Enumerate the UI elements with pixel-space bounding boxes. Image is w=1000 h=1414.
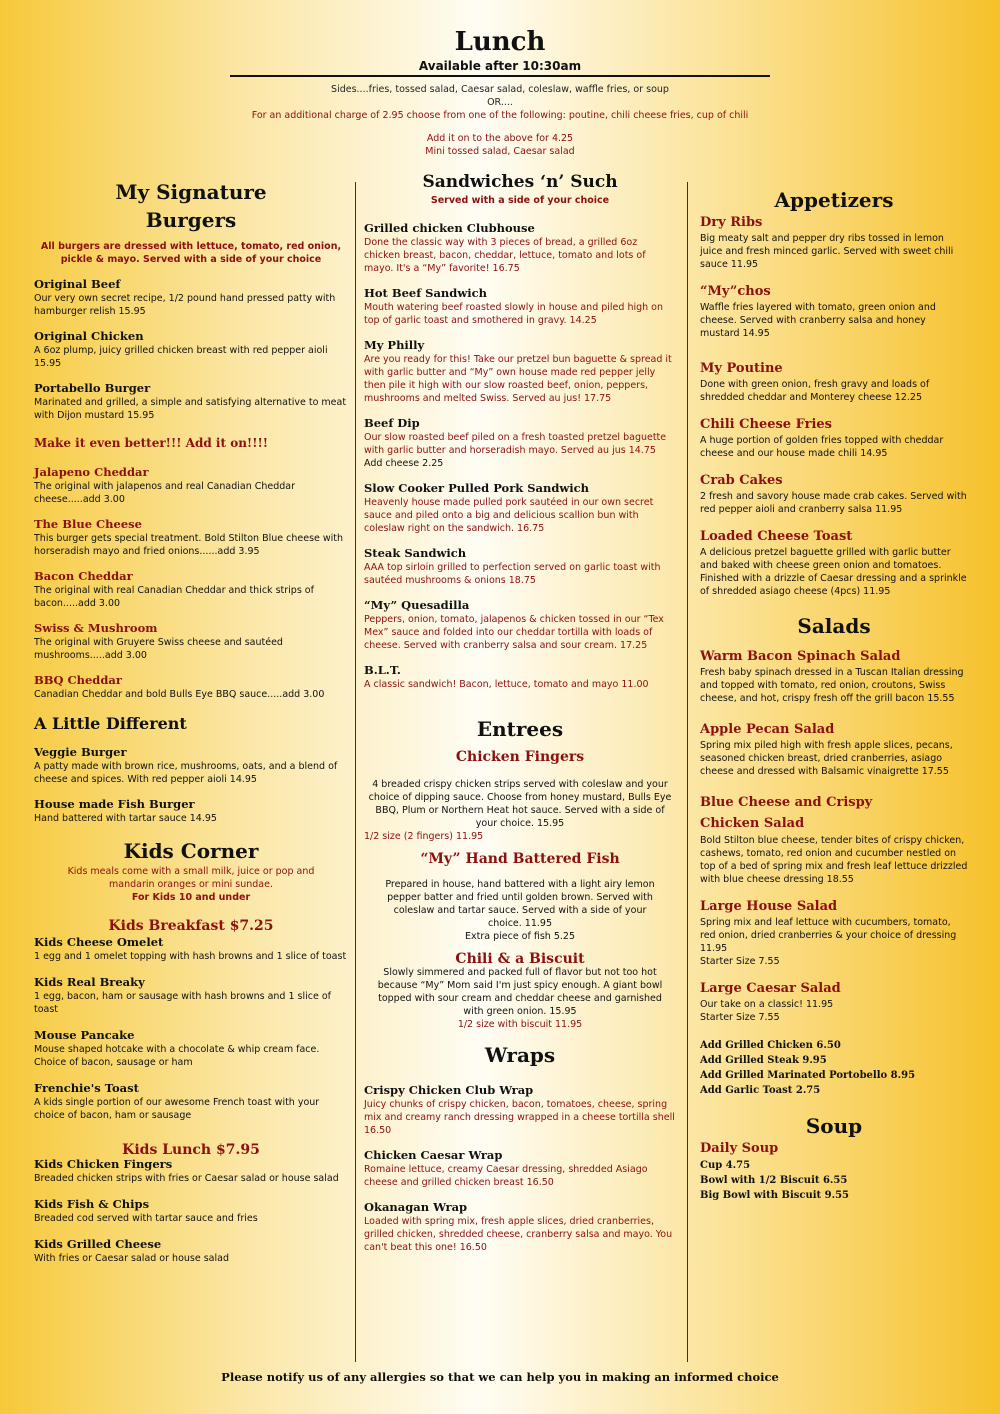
item-description: Spring mix piled high with fresh apple slices, pecans, seasoned chicken breast, dried cranberries, asiago cheese and dressed with Balsamic vinaigrette 17.55 — [700, 740, 953, 777]
addon-list — [34, 465, 348, 701]
appetizer-list — [700, 214, 968, 598]
menu-item — [700, 980, 968, 1024]
item-name: Chili Cheese Fries — [700, 417, 832, 432]
item-description: Heavenly house made pulled pork sautéed in our own secret sauce and piled onto a big and delicious scallion bun with coleslaw right on the sandwich. 16.75 — [364, 497, 654, 534]
menu-item — [34, 381, 348, 422]
item-extra: Starter Size 7.55 — [700, 956, 780, 967]
menu-item — [364, 221, 676, 275]
menu-item — [34, 621, 348, 662]
kids-age-note: For Kids 10 and under — [131, 892, 251, 903]
item-name: Loaded Cheese Toast — [700, 529, 853, 544]
menu-item — [34, 745, 348, 786]
item-name: Kids Cheese Omelet — [34, 935, 164, 949]
salad-addon: Add Grilled Chicken 6.50 — [700, 1040, 841, 1051]
item-name: House made Fish Burger — [34, 797, 195, 811]
item-name: Okanagan Wrap — [364, 1200, 468, 1214]
allergy-footer: Please notify us of any allergies so that we can help you in making an informed choice — [221, 1370, 779, 1384]
column-divider-left — [355, 182, 356, 1362]
menu-item — [34, 1197, 348, 1225]
menu-item — [364, 1083, 676, 1137]
item-description: A 6oz plump, juicy grilled chicken breast with red pepper aioli 15.95 — [34, 345, 328, 369]
salads-title: Salads — [797, 614, 871, 638]
menu-item — [700, 360, 968, 404]
fish-extra: Extra piece of fish 5.25 — [464, 931, 575, 942]
menu-item — [34, 1081, 348, 1122]
menu-title: Lunch — [454, 27, 546, 57]
item-name: My Poutine — [700, 361, 783, 376]
item-description: AAA top sirloin grilled to perfection served on garlic toast with sautéed mushrooms & onions 18.75 — [364, 562, 661, 586]
chicken-fingers-title: Chicken Fingers — [455, 749, 585, 765]
appetizers-title: Appetizers — [774, 188, 894, 212]
item-description: Bold Stilton blue cheese, tender bites of crispy chicken, cashews, tomato, red onion and cucumber nestled on top of a bed of spring mix and fresh leaf lettuce drizzled with blue cheese dressing 18.55 — [700, 835, 968, 885]
burgers-title-line1: My Signature — [115, 180, 267, 204]
soup-price: Big Bowl with Biscuit 9.55 — [700, 1190, 850, 1201]
item-description: 1 egg, bacon, ham or sausage with hash browns and 1 slice of toast — [34, 991, 332, 1015]
soup-price: Bowl with 1/2 Biscuit 6.55 — [700, 1175, 848, 1186]
item-description: The original with Gruyere Swiss cheese and sautéed mushrooms.....add 3.00 — [34, 637, 283, 661]
item-name: Grilled chicken Clubhouse — [364, 221, 535, 235]
menu-item — [364, 598, 676, 652]
item-description: Fresh baby spinach dressed in a Tuscan Italian dressing and topped with tomato, red onion, croutons, Swiss cheese, and hot, crispy fresh off the grill bacon 15.55 — [700, 667, 964, 704]
item-description: Canadian Cheddar and bold Bulls Eye BBQ sauce.....add 3.00 — [34, 689, 325, 700]
salad-addon-list — [700, 1038, 968, 1098]
item-description: Waffle fries layered with tomato, green onion and cheese. Served with cranberry salsa and honey mustard 14.95 — [700, 302, 936, 339]
menu-item — [364, 663, 676, 691]
item-name: Veggie Burger — [34, 745, 127, 759]
item-description: A huge portion of golden fries topped with cheddar cheese and our house made chili 14.95 — [700, 435, 944, 459]
item-description: Spring mix and leaf lettuce with cucumbers, tomato, red onion, dried cranberries & your choice of dressing 11.95 — [700, 917, 957, 954]
menu-item — [364, 1148, 676, 1189]
item-name: Kids Chicken Fingers — [34, 1157, 173, 1171]
addon-salads-note: Mini tossed salad, Caesar salad — [425, 146, 575, 157]
item-name: The Blue Cheese — [34, 517, 142, 531]
burgers-title-line2: Burgers — [145, 208, 237, 232]
menu-item — [34, 975, 348, 1016]
menu-item — [34, 935, 348, 963]
item-description: With fries or Caesar salad or house salad — [34, 1253, 229, 1264]
item-description: A kids single portion of our awesome French toast with your choice of bacon, ham or sausage — [34, 1097, 320, 1121]
menu-item — [700, 283, 968, 340]
sandwiches-note: Served with a side of your choice — [430, 195, 610, 206]
burger-list — [34, 277, 348, 422]
entrees-title: Entrees — [476, 717, 564, 741]
item-name: BBQ Cheddar — [34, 673, 122, 687]
item-extra: Add cheese 2.25 — [364, 458, 444, 469]
item-name: Kids Grilled Cheese — [34, 1237, 162, 1251]
fish-title: “My” Hand Battered Fish — [420, 851, 620, 867]
kids-breakfast-list — [34, 935, 348, 1122]
item-description: Done with green onion, fresh gravy and loads of shredded cheddar and Monterey cheese 12.25 — [700, 379, 930, 403]
item-name: Steak Sandwich — [364, 546, 467, 560]
kids-note: Kids meals come with a small milk, juice or pop and mandarin oranges or mini sundae. — [67, 866, 315, 890]
different-list — [34, 745, 348, 825]
salad-addon: Add Grilled Steak 9.95 — [700, 1055, 827, 1066]
kids-lunch-list — [34, 1157, 348, 1265]
item-name: Warm Bacon Spinach Salad — [700, 649, 901, 664]
sides-or: OR.... — [487, 97, 513, 108]
item-description: Are you ready for this! Take our pretzel bun baguette & spread it with garlic butter and “My” own house made red pepper jelly then pile it high with our slow roasted beef, onion, peppers, mushrooms and melted Swiss. Served au jus! 17.75 — [364, 354, 672, 404]
item-name: “My”chos — [700, 284, 771, 299]
item-extra: Starter Size 7.55 — [700, 1012, 780, 1023]
item-name: Hot Beef Sandwich — [364, 286, 487, 300]
item-name: Beef Dip — [364, 416, 420, 430]
column-divider-right — [687, 182, 688, 1362]
menu-item — [364, 481, 676, 535]
item-description: A patty made with brown rice, mushrooms, oats, and a blend of cheese and spices. With red pepper aioli 14.95 — [34, 761, 338, 785]
menu-item — [34, 797, 348, 825]
item-name: Kids Fish & Chips — [34, 1197, 150, 1211]
item-name: Dry Ribs — [700, 215, 763, 230]
salad-addon: Add Garlic Toast 2.75 — [700, 1085, 821, 1096]
item-description: Our slow roasted beef piled on a fresh toasted pretzel baguette with garlic butter and horseradish mayo. Served au jus 14.75 — [364, 432, 667, 456]
item-name: Original Beef — [34, 277, 121, 291]
menu-item — [364, 416, 676, 470]
item-name: Crispy Chicken Club Wrap — [364, 1083, 534, 1097]
wrap-list — [364, 1083, 676, 1254]
burgers-note: All burgers are dressed with lettuce, tomato, red onion, pickle & mayo. Served with a side of your choice — [40, 241, 342, 265]
kids-lunch-title: Kids Lunch $7.95 — [122, 1142, 260, 1158]
item-description: Breaded chicken strips with fries or Caesar salad or house salad — [34, 1173, 339, 1184]
item-description: A delicious pretzel baguette grilled with garlic butter and baked with cheese green onion and tomatoes. Finished with a drizzle of Caesar dressing and a sprinkle of shredded asiago cheese (4pcs) 11.95 — [700, 547, 967, 597]
menu-item — [34, 673, 348, 701]
different-title: A Little Different — [34, 714, 187, 733]
item-name: “My” Quesadilla — [364, 598, 470, 612]
item-description: 2 fresh and savory house made crab cakes. Served with red pepper aioli and cranberry salsa 11.95 — [700, 491, 967, 515]
item-name: Slow Cooker Pulled Pork Sandwich — [364, 481, 590, 495]
additional-charge-note: For an additional charge of 2.95 choose from one of the following: poutine, chili cheese fries, cup of chili — [251, 110, 749, 121]
item-name: My Philly — [364, 338, 425, 352]
menu-item — [700, 792, 968, 886]
addon-price-note: Add it on to the above for 4.25 — [426, 133, 574, 144]
menu-item — [700, 721, 968, 778]
menu-item — [34, 277, 348, 318]
column-burgers-kids — [34, 178, 348, 1265]
item-description: Juicy chunks of crispy chicken, bacon, tomatoes, cheese, spring mix and creamy ranch dressing wrapped in a cheese tortilla shell 16.50 — [364, 1099, 675, 1136]
menu-item — [364, 546, 676, 587]
item-description: Big meaty salt and pepper dry ribs tossed in lemon juice and fresh minced garlic. Served with sweet chili sauce 11.95 — [700, 233, 954, 270]
item-name: B.L.T. — [364, 663, 401, 677]
item-description: 1 egg and 1 omelet topping with hash browns and 1 slice of toast — [34, 951, 347, 962]
item-description: Mouse shaped hotcake with a chocolate & whip cream face. Choice of bacon, sausage or ham — [34, 1044, 320, 1068]
menu-item — [700, 416, 968, 460]
wraps-title: Wraps — [484, 1043, 556, 1067]
chili-title: Chili & a Biscuit — [455, 951, 585, 967]
item-name: Apple Pecan Salad — [700, 722, 835, 737]
menu-item — [364, 1200, 676, 1254]
menu-item — [34, 569, 348, 610]
item-name: Kids Real Breaky — [34, 975, 145, 989]
menu-item — [34, 329, 348, 370]
kids-title: Kids Corner — [123, 839, 259, 863]
chili-half: 1/2 size with biscuit 11.95 — [457, 1019, 583, 1030]
kids-breakfast-title: Kids Breakfast $7.25 — [108, 918, 274, 934]
item-name: Original Chicken — [34, 329, 144, 343]
soup-name: Daily Soup — [700, 1141, 779, 1156]
salad-addon: Add Grilled Marinated Portobello 8.95 — [700, 1070, 916, 1081]
menu-item — [34, 465, 348, 506]
menu-item — [34, 1028, 348, 1069]
sandwich-list — [364, 221, 676, 691]
item-name: Chicken Caesar Wrap — [364, 1148, 503, 1162]
item-description: A classic sandwich! Bacon, lettuce, tomato and mayo 11.00 — [364, 679, 649, 690]
menu-item — [700, 648, 968, 705]
item-description: Mouth watering beef roasted slowly in house and piled high on top of garlic toast and smothered in gravy. 14.25 — [364, 302, 664, 326]
item-description: Done the classic way with 3 pieces of bread, a grilled 6oz chicken breast, bacon, cheddar, lettuce, tomato and lots of mayo. It's a “My” favorite! 16.75 — [364, 237, 646, 274]
item-description: The original with jalapenos and real Canadian Cheddar cheese.....add 3.00 — [34, 481, 296, 505]
item-description: Romaine lettuce, creamy Caesar dressing, shredded Asiago cheese and grilled chicken breast 16.50 — [364, 1164, 648, 1188]
item-description: Marinated and grilled, a simple and satisfying alternative to meat with Dijon mustard 15.95 — [34, 397, 347, 421]
item-name: Large House Salad — [700, 899, 838, 914]
item-description: Breaded cod served with tartar sauce and fries — [34, 1213, 258, 1224]
availability-note: Available after 10:30am — [418, 59, 582, 73]
fish-description: Prepared in house, hand battered with a light airy lemon pepper batter and fried until golden brown. Served with coleslaw and tartar sauce. Served with a side of your choice. 11.95 — [385, 879, 655, 929]
item-description: Our take on a classic! 11.95 — [700, 999, 834, 1010]
menu-item — [700, 898, 968, 968]
item-name: Blue Cheese and Crispy Chicken Salad — [700, 795, 873, 831]
menu-header — [0, 0, 1000, 158]
sides-list: Sides....fries, tossed salad, Caesar salad, coleslaw, waffle fries, or soup — [331, 84, 669, 95]
chili-description: Slowly simmered and packed full of flavor but not too hot because “My” Mom said I'm just spicy enough. A giant bowl topped with sour cream and cheddar cheese and garnished with green onion. 15.95 — [377, 967, 663, 1017]
item-name: Swiss & Mushroom — [34, 621, 158, 635]
item-name: Jalapeno Cheddar — [34, 465, 149, 479]
item-description: Peppers, onion, tomato, jalapenos & chicken tossed in our “Tex Mex” sauce and folded into our cheddar tortilla with loads of cheese. Served with cranberry salsa and sour cream. 17.25 — [364, 614, 664, 651]
menu-item — [700, 472, 968, 516]
column-sandwiches-entrees — [364, 170, 676, 1254]
column-appetizers-salads — [700, 186, 968, 1203]
item-name: Large Caesar Salad — [700, 981, 841, 996]
addon-title: Make it even better!!! Add it on!!!! — [34, 436, 269, 450]
menu-item — [700, 528, 968, 598]
chicken-fingers-description: 4 breaded crispy chicken strips served with coleslaw and your choice of dipping sauce. Choose from honey mustard, Bulls Eye BBQ, Plum or Northern Heat hot sauce. Served with a side of your choice. 15.95 — [368, 779, 672, 829]
chicken-fingers-half: 1/2 size (2 fingers) 11.95 — [364, 831, 484, 842]
menu-item — [34, 517, 348, 558]
header-divider — [230, 75, 770, 77]
menu-item — [700, 214, 968, 271]
menu-item — [364, 338, 676, 405]
menu-item — [34, 1237, 348, 1265]
menu-item — [364, 286, 676, 327]
item-description: Hand battered with tartar sauce 14.95 — [34, 813, 217, 824]
item-name: Bacon Cheddar — [34, 569, 133, 583]
item-description: Loaded with spring mix, fresh apple slices, dried cranberries, grilled chicken, shredded cheese, cranberry salsa and mayo. You can't beat this one! 16.50 — [364, 1216, 673, 1253]
soup-title: Soup — [805, 1114, 863, 1138]
item-name: Mouse Pancake — [34, 1028, 135, 1042]
item-name: Frenchie's Toast — [34, 1081, 139, 1095]
sandwiches-title: Sandwiches ‘n’ Such — [422, 172, 618, 192]
item-name: Portabello Burger — [34, 381, 151, 395]
item-description: This burger gets special treatment. Bold Stilton Blue cheese with horseradish mayo and fried onions......add 3.95 — [34, 533, 344, 557]
salad-list — [700, 648, 968, 1024]
soup-price: Cup 4.75 — [700, 1160, 751, 1171]
item-description: Our very own secret recipe, 1/2 pound hand pressed patty with hamburger relish 15.95 — [34, 293, 336, 317]
menu-item — [34, 1157, 348, 1185]
item-description: The original with real Canadian Cheddar and thick strips of bacon.....add 3.00 — [34, 585, 314, 609]
item-name: Crab Cakes — [700, 473, 783, 488]
